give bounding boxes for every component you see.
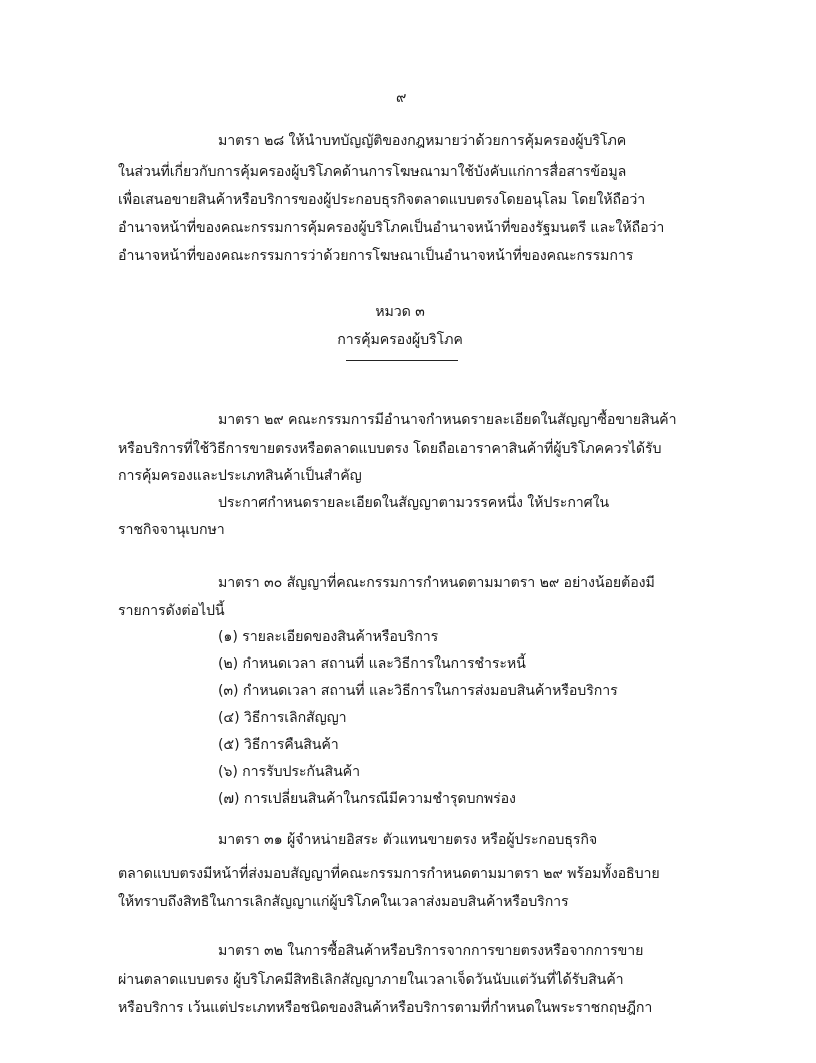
section-30-line-2: รายการดังต่อไปนี้ bbox=[118, 603, 225, 619]
section-30-item-2: (๒) กำหนดเวลา สถานที่ และวิธีการในการชำระหนี้ bbox=[218, 656, 526, 672]
section-30-item-5: (๕) วิธีการคืนสินค้า bbox=[218, 737, 339, 753]
chapter-subheading: การคุ้มครองผู้บริโภค bbox=[337, 332, 463, 348]
section-30-line-1: มาตรา ๓๐ สัญญาที่คณะกรรมการกำหนดตามมาตรา ๒๙ อย่างน้อยต้องมี bbox=[218, 575, 655, 591]
section-32-line-2: ผ่านตลาดแบบตรง ผู้บริโภคมีสิทธิเลิกสัญญาภายในเวลาเจ็ดวันนับแต่วันที่ได้รับสินค้า bbox=[118, 972, 624, 988]
section-30-item-1: (๑) รายละเอียดของสินค้าหรือบริการ bbox=[218, 629, 439, 645]
chapter-heading: หมวด ๓ bbox=[375, 304, 425, 320]
section-31-line-3: ให้ทราบถึงสิทธิในการเลิกสัญญาแก่ผู้บริโภคในเวลาส่งมอบสินค้าหรือบริการ bbox=[118, 894, 569, 910]
section-29-line-1: มาตรา ๒๙ คณะกรรมการมีอำนาจกำหนดรายละเอียดในสัญญาซื้อขายสินค้า bbox=[218, 412, 677, 428]
section-30-item-7: (๗) การเปลี่ยนสินค้าในกรณีมีความชำรุดบกพร่อง bbox=[218, 791, 516, 807]
section-30-item-4: (๔) วิธีการเลิกสัญญา bbox=[218, 710, 347, 726]
section-29-line-5: ราชกิจจานุเบกษา bbox=[118, 522, 225, 538]
section-29-line-4: ประกาศกำหนดรายละเอียดในสัญญาตามวรรคหนึ่ง ให้ประกาศใน bbox=[218, 495, 610, 511]
section-30-item-3: (๓) กำหนดเวลา สถานที่ และวิธีการในการส่งมอบสินค้าหรือบริการ bbox=[218, 683, 618, 699]
section-28-line-1: มาตรา ๒๘ ให้นำบทบัญญัติของกฎหมายว่าด้วยการคุ้มครองผู้บริโภค bbox=[218, 133, 627, 149]
page-number: ๙ bbox=[396, 90, 407, 106]
section-32-line-3: หรือบริการ เว้นแต่ประเภทหรือชนิดของสินค้าหรือบริการตามที่กำหนดในพระราชกฤษฎีกา bbox=[118, 1000, 653, 1016]
section-28-line-5: อำนาจหน้าที่ของคณะกรรมการว่าด้วยการโฆษณาเป็นอำนาจหน้าที่ของคณะกรรมการ bbox=[118, 248, 634, 264]
section-29-line-3: การคุ้มครองและประเภทสินค้าเป็นสำคัญ bbox=[118, 468, 362, 484]
section-31-line-1: มาตรา ๓๑ ผู้จำหน่ายอิสระ ตัวแทนขายตรง หรือผู้ประกอบธุรกิจ bbox=[218, 832, 598, 848]
section-28-line-2: ในส่วนที่เกี่ยวกับการคุ้มครองผู้บริโภคด้านการโฆษณามาใช้บังคับแก่การสื่อสารข้อมูล bbox=[118, 164, 627, 180]
section-28-line-3: เพื่อเสนอขายสินค้าหรือบริการของผู้ประกอบธุรกิจตลาดแบบตรงโดยอนุโลม โดยให้ถือว่า bbox=[118, 192, 646, 208]
chapter-underline bbox=[346, 360, 458, 361]
section-32-line-1: มาตรา ๓๒ ในการซื้อสินค้าหรือบริการจากการขายตรงหรือจากการขาย bbox=[218, 943, 644, 959]
section-28-line-4: อำนาจหน้าที่ของคณะกรรมการคุ้มครองผู้บริโภคเป็นอำนาจหน้าที่ของรัฐมนตรี และให้ถือว่า bbox=[118, 220, 665, 236]
section-30-item-6: (๖) การรับประกันสินค้า bbox=[218, 764, 360, 780]
section-31-line-2: ตลาดแบบตรงมีหน้าที่ส่งมอบสัญญาที่คณะกรรมการกำหนดตามมาตรา ๒๙ พร้อมทั้งอธิบาย bbox=[118, 866, 660, 882]
section-29-line-2: หรือบริการที่ใช้วิธีการขายตรงหรือตลาดแบบตรง โดยถือเอาราคาสินค้าที่ผู้บริโภคควรได้รับ bbox=[118, 441, 662, 457]
